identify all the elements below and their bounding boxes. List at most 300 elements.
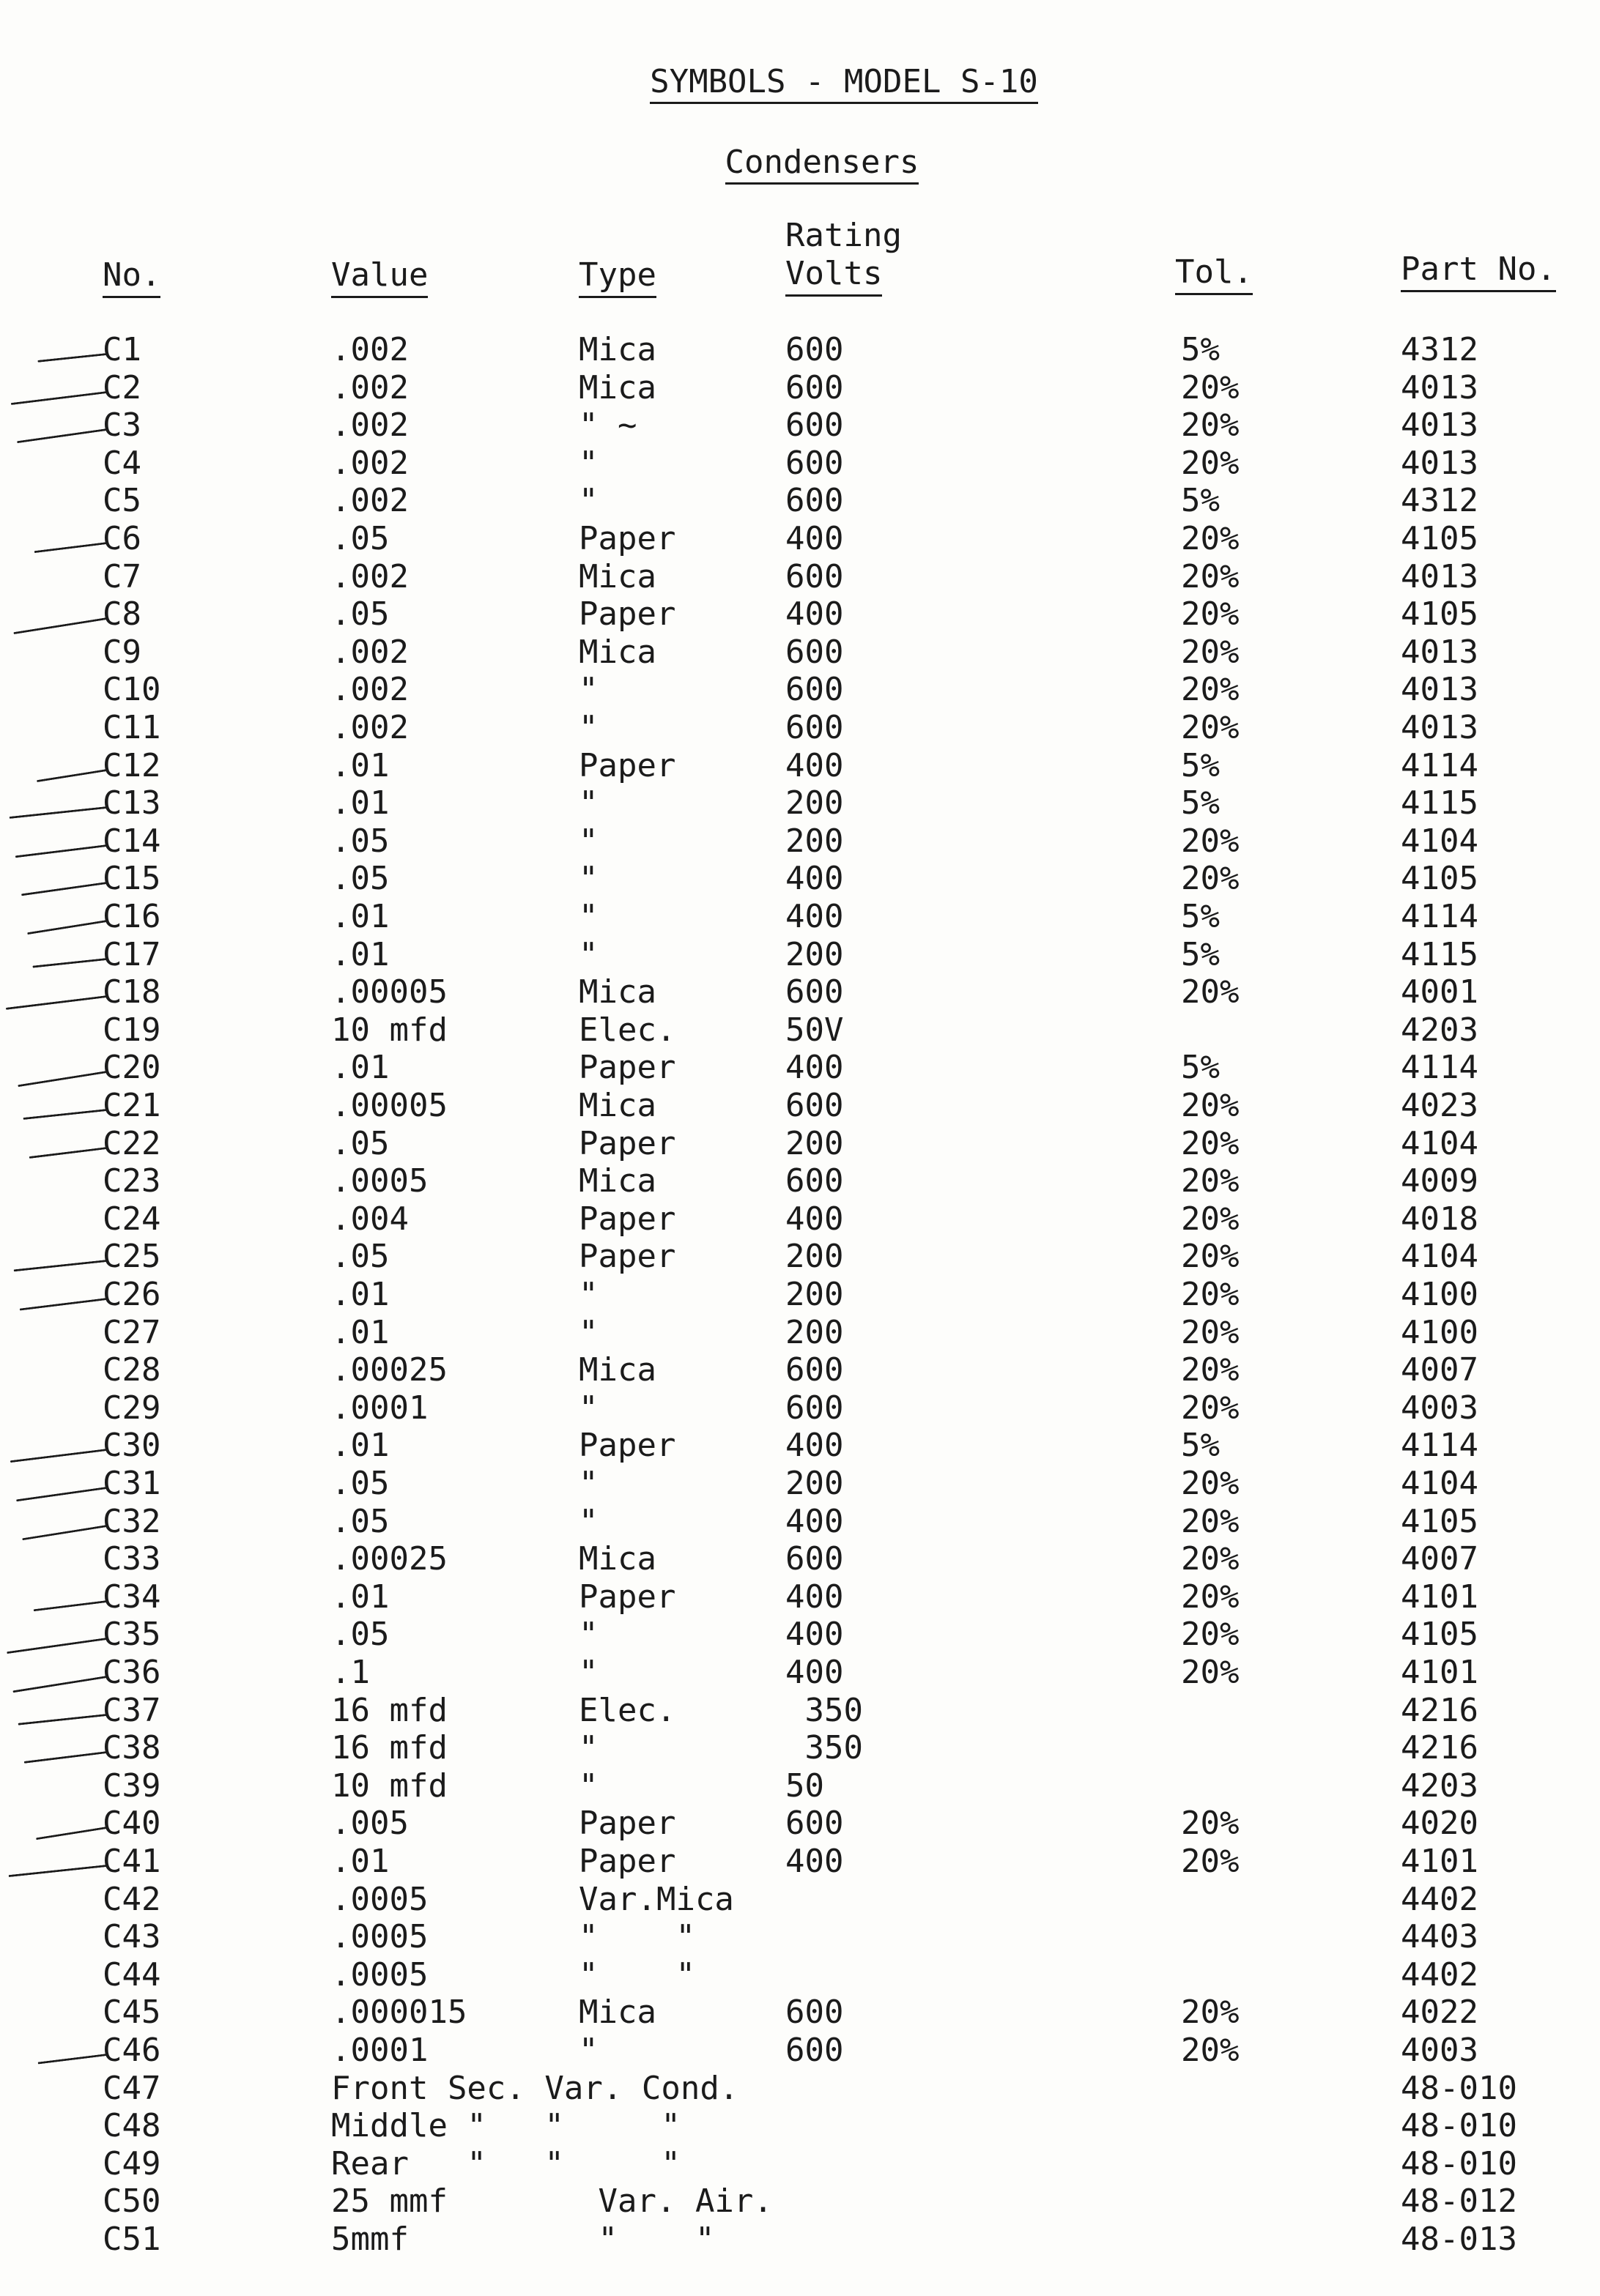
- condenser-type: Paper: [579, 746, 676, 784]
- condenser-volts: 400: [785, 1843, 844, 1880]
- handwritten-check-mark: [7, 1638, 107, 1654]
- condenser-part-number: 4013: [1401, 671, 1478, 709]
- condenser-type: ": [579, 1502, 599, 1540]
- table-row: [0, 331, 1600, 369]
- table-row: [0, 1843, 1600, 1881]
- condenser-part-number: 4013: [1401, 406, 1478, 445]
- condenser-number: C51: [103, 2221, 161, 2258]
- condenser-type: ": [579, 860, 599, 898]
- table-row: [0, 1540, 1600, 1578]
- table-row: [0, 973, 1600, 1011]
- table-row: [0, 822, 1600, 861]
- condenser-part-number: 4114: [1401, 898, 1478, 935]
- condenser-number: C26: [103, 1276, 161, 1313]
- condenser-volts: 600: [785, 1805, 844, 1843]
- handwritten-check-mark: [11, 391, 107, 405]
- condenser-number: C15: [103, 860, 161, 898]
- condenser-value: .01: [331, 1049, 390, 1087]
- condenser-value: .01: [331, 1276, 390, 1313]
- condenser-volts: 600: [785, 482, 844, 520]
- condenser-type: Paper: [579, 1427, 676, 1465]
- condenser-volts: 400: [785, 1427, 844, 1465]
- condenser-volts: 400: [785, 746, 844, 784]
- condenser-tolerance: 20%: [1181, 1162, 1240, 1200]
- condenser-value: .002: [331, 444, 409, 482]
- condenser-tolerance: 20%: [1181, 1276, 1240, 1313]
- condenser-volts: 600: [785, 1162, 844, 1200]
- handwritten-check-mark: [10, 1449, 107, 1463]
- condenser-type: ": [579, 1465, 599, 1502]
- condenser-value: .0005: [331, 1918, 429, 1956]
- condenser-number: C5: [103, 482, 141, 520]
- table-row: [0, 1389, 1600, 1427]
- condenser-type: Elec.: [579, 1011, 676, 1049]
- condenser-value: .05: [331, 1616, 390, 1654]
- condenser-value: .00025: [331, 1540, 448, 1578]
- header-rating-bottom: Volts: [785, 255, 902, 293]
- condenser-value: .01: [331, 898, 390, 935]
- table-row: [0, 1729, 1600, 1767]
- condenser-type: " ": [579, 2221, 715, 2258]
- condenser-number: C36: [103, 1654, 161, 1691]
- condenser-tolerance: 20%: [1181, 633, 1240, 671]
- condenser-type: " ": [579, 1955, 695, 1994]
- condenser-value: .002: [331, 671, 409, 709]
- condenser-number: C1: [103, 331, 141, 368]
- handwritten-check-mark: [29, 1147, 108, 1159]
- condenser-part-number: 4114: [1401, 1049, 1478, 1087]
- condenser-value: .005: [331, 1805, 409, 1843]
- handwritten-check-mark: [14, 1260, 108, 1271]
- condenser-type: Paper: [579, 1049, 676, 1087]
- table-row: [0, 1049, 1600, 1087]
- condenser-number: C47: [103, 2069, 161, 2107]
- condenser-value: .002: [331, 406, 409, 445]
- condenser-type: Paper: [579, 1124, 676, 1162]
- condenser-number: C13: [103, 784, 161, 822]
- condenser-number: C44: [103, 1955, 161, 1994]
- table-row: [0, 1503, 1600, 1541]
- condenser-value: .01: [331, 1843, 390, 1880]
- condenser-tolerance: 20%: [1181, 1616, 1240, 1654]
- condenser-tolerance: 20%: [1181, 2032, 1240, 2069]
- condenser-volts: 600: [785, 2032, 844, 2069]
- header-tol: Tol.: [1175, 253, 1253, 291]
- handwritten-check-mark: [20, 1298, 107, 1311]
- condenser-number: C32: [103, 1502, 161, 1540]
- condenser-type: ": [579, 1313, 599, 1351]
- condenser-number: C4: [103, 444, 141, 482]
- condenser-number: C16: [103, 898, 161, 935]
- condenser-part-number: 4104: [1401, 1238, 1478, 1276]
- condenser-volts: 200: [785, 1276, 844, 1313]
- condenser-value: .01: [331, 784, 390, 822]
- condenser-part-number: 4203: [1401, 1766, 1478, 1805]
- table-row: [0, 1692, 1600, 1730]
- condenser-volts: 600: [785, 973, 844, 1011]
- condenser-number: C9: [103, 633, 141, 671]
- condenser-number: C28: [103, 1351, 161, 1389]
- condenser-value: .05: [331, 595, 390, 634]
- condenser-volts: 600: [785, 1994, 844, 2032]
- condenser-part-number: 4007: [1401, 1351, 1478, 1389]
- condenser-volts: 600: [785, 1389, 844, 1427]
- condenser-tolerance: 20%: [1181, 1351, 1240, 1389]
- table-row: [0, 2107, 1600, 2145]
- condenser-volts: 350: [785, 1691, 863, 1729]
- condenser-part-number: 4104: [1401, 1465, 1478, 1502]
- page-title-text: SYMBOLS - MODEL S-10: [650, 63, 1038, 104]
- condenser-tolerance: 5%: [1181, 935, 1220, 973]
- condenser-type: Paper: [579, 595, 676, 634]
- condenser-part-number: 4023: [1401, 1087, 1478, 1124]
- condenser-part-number: 48-010: [1401, 2069, 1517, 2107]
- condenser-number: C35: [103, 1616, 161, 1654]
- condenser-part-number: 4312: [1401, 331, 1478, 368]
- handwritten-check-mark: [27, 920, 107, 935]
- condenser-part-number: 4115: [1401, 935, 1478, 973]
- condenser-part-number: 4001: [1401, 973, 1478, 1011]
- condenser-tolerance: 20%: [1181, 520, 1240, 557]
- condenser-number: C37: [103, 1691, 161, 1729]
- condenser-value: .002: [331, 709, 409, 746]
- condenser-tolerance: 20%: [1181, 368, 1240, 406]
- condenser-type: Paper: [579, 1200, 676, 1238]
- handwritten-check-mark: [34, 1600, 108, 1611]
- condenser-type: Var. Air.: [579, 2182, 773, 2221]
- condenser-volts: 400: [785, 1502, 844, 1540]
- condenser-value: .01: [331, 1313, 390, 1351]
- table-row: [0, 2145, 1600, 2183]
- condenser-number: C38: [103, 1729, 161, 1767]
- condenser-value: 10 mfd: [331, 1766, 448, 1805]
- condenser-value: 16 mfd: [331, 1729, 448, 1767]
- header-no: No.: [103, 256, 160, 294]
- condenser-type: ": [579, 1276, 599, 1313]
- table-row: [0, 1351, 1600, 1389]
- condenser-tolerance: 5%: [1181, 898, 1220, 935]
- condenser-value: 10 mfd: [331, 1011, 448, 1049]
- condenser-number: C19: [103, 1011, 161, 1049]
- table-row: [0, 860, 1600, 898]
- condenser-volts: 400: [785, 860, 844, 898]
- condenser-part-number: 4216: [1401, 1691, 1478, 1729]
- handwritten-check-mark: [38, 2054, 108, 2065]
- handwritten-check-mark: [21, 882, 107, 896]
- condenser-part-number: 4013: [1401, 368, 1478, 406]
- condenser-tolerance: 5%: [1181, 1427, 1220, 1465]
- condenser-number: C23: [103, 1162, 161, 1200]
- condenser-tolerance: 20%: [1181, 1578, 1240, 1616]
- table-row: [0, 1956, 1600, 1994]
- condenser-tolerance: 5%: [1181, 1049, 1220, 1087]
- condenser-number: C22: [103, 1124, 161, 1162]
- condenser-value: .0005: [331, 1162, 429, 1200]
- condenser-tolerance: 20%: [1181, 595, 1240, 634]
- condenser-volts: 400: [785, 898, 844, 935]
- condenser-number: C34: [103, 1578, 161, 1616]
- condenser-value: .002: [331, 368, 409, 406]
- handwritten-check-mark: [13, 617, 107, 634]
- condenser-volts: 200: [785, 784, 844, 822]
- condenser-type: Mica: [579, 973, 656, 1011]
- table-row: [0, 1767, 1600, 1805]
- condenser-volts: 50: [785, 1766, 824, 1805]
- condenser-tolerance: 20%: [1181, 1805, 1240, 1843]
- condenser-type: ": [579, 822, 599, 860]
- condenser-number: C40: [103, 1805, 161, 1843]
- condenser-tolerance: 20%: [1181, 1540, 1240, 1578]
- condenser-tolerance: 20%: [1181, 860, 1240, 898]
- condenser-volts: 200: [785, 1238, 844, 1276]
- table-row: [0, 1011, 1600, 1049]
- condenser-value: .05: [331, 1238, 390, 1276]
- condenser-part-number: 4003: [1401, 1389, 1478, 1427]
- condenser-part-number: 4105: [1401, 860, 1478, 898]
- table-row: [0, 634, 1600, 672]
- table-row: [0, 1654, 1600, 1692]
- table-row: [0, 2221, 1600, 2259]
- condenser-volts: 400: [785, 1654, 844, 1691]
- table-row: [0, 406, 1600, 445]
- condenser-part-number: 48-013: [1401, 2221, 1517, 2258]
- condenser-value: .0005: [331, 1880, 429, 1918]
- condenser-tolerance: 20%: [1181, 1654, 1240, 1691]
- condenser-part-number: 4013: [1401, 709, 1478, 746]
- condenser-volts: 200: [785, 1124, 844, 1162]
- condenser-number: C39: [103, 1766, 161, 1805]
- handwritten-check-mark: [22, 1525, 107, 1540]
- condenser-tolerance: 20%: [1181, 1087, 1240, 1124]
- condenser-number: C31: [103, 1465, 161, 1502]
- condenser-number: C18: [103, 973, 161, 1011]
- table-row: [0, 2032, 1600, 2070]
- condenser-volts: 600: [785, 1087, 844, 1124]
- condenser-part-number: 4203: [1401, 1011, 1478, 1049]
- condenser-part-number: 4020: [1401, 1805, 1478, 1843]
- condenser-part-number: 4105: [1401, 595, 1478, 634]
- condenser-number: C12: [103, 746, 161, 784]
- condenser-part-number: 4104: [1401, 822, 1478, 860]
- condenser-type: ": [579, 1729, 599, 1767]
- handwritten-check-mark: [18, 1071, 107, 1087]
- condenser-type: Paper: [579, 520, 676, 557]
- condenser-tolerance: 5%: [1181, 746, 1220, 784]
- condenser-value: .05: [331, 1502, 390, 1540]
- condenser-volts: 600: [785, 368, 844, 406]
- condenser-part-number: 48-010: [1401, 2144, 1517, 2182]
- condenser-volts: 50V: [785, 1011, 844, 1049]
- table-row: [0, 1238, 1600, 1276]
- condenser-tolerance: 5%: [1181, 482, 1220, 520]
- table-row: [0, 784, 1600, 822]
- condenser-number: C46: [103, 2032, 161, 2069]
- condenser-part-number: 4013: [1401, 633, 1478, 671]
- table-row: [0, 595, 1600, 634]
- condenser-tolerance: 5%: [1181, 784, 1220, 822]
- condenser-part-number: 4022: [1401, 1994, 1478, 2032]
- condenser-value: .00025: [331, 1351, 448, 1389]
- condenser-tolerance: 20%: [1181, 1389, 1240, 1427]
- condenser-part-number: 4018: [1401, 1200, 1478, 1238]
- condenser-type: ": [579, 898, 599, 935]
- table-row: [0, 2070, 1600, 2108]
- condenser-value: .01: [331, 1427, 390, 1465]
- handwritten-check-mark: [6, 995, 107, 1010]
- condenser-tolerance: 20%: [1181, 1200, 1240, 1238]
- condenser-type: ": [579, 1616, 599, 1654]
- condenser-value: 16 mfd: [331, 1691, 448, 1729]
- condenser-value: .000015: [331, 1994, 467, 2032]
- condenser-number: C43: [103, 1918, 161, 1956]
- condenser-value: .05: [331, 860, 390, 898]
- condenser-part-number: 4312: [1401, 482, 1478, 520]
- condenser-volts: 400: [785, 1616, 844, 1654]
- condenser-type: ": [579, 709, 599, 746]
- condenser-type: Mica: [579, 1162, 656, 1200]
- table-row: [0, 1314, 1600, 1352]
- condenser-value: .00005: [331, 1087, 448, 1124]
- table-row: [0, 1805, 1600, 1843]
- header-rating-top: Rating: [785, 217, 902, 254]
- condenser-part-number: 4100: [1401, 1276, 1478, 1313]
- condenser-number: C48: [103, 2107, 161, 2145]
- table-row: [0, 1881, 1600, 1919]
- condenser-type: ": [579, 1766, 599, 1805]
- condenser-volts: 600: [785, 709, 844, 746]
- handwritten-check-mark: [17, 428, 107, 443]
- condenser-part-number: 48-010: [1401, 2107, 1517, 2145]
- handwritten-check-mark: [12, 1676, 107, 1693]
- header-type: Type: [579, 256, 656, 294]
- condenser-value: .05: [331, 822, 390, 860]
- condenser-tolerance: 20%: [1181, 709, 1240, 746]
- handwritten-check-mark: [37, 769, 107, 782]
- table-row: [0, 1125, 1600, 1163]
- condenser-number: C14: [103, 822, 161, 860]
- table-row: [0, 1200, 1600, 1238]
- condenser-tolerance: 20%: [1181, 444, 1240, 482]
- condenser-type: Mica: [579, 1087, 656, 1124]
- condenser-number: C33: [103, 1540, 161, 1578]
- condenser-value: .0001: [331, 2032, 429, 2069]
- condenser-tolerance: 20%: [1181, 1843, 1240, 1880]
- condenser-type: Mica: [579, 1351, 656, 1389]
- page-title: [44, 63, 1600, 100]
- condenser-type: " ": [579, 1918, 695, 1956]
- condenser-number: C6: [103, 520, 141, 557]
- condenser-type: Paper: [579, 1238, 676, 1276]
- condenser-type: Elec.: [579, 1691, 676, 1729]
- condenser-number: C2: [103, 368, 141, 406]
- condenser-value: .002: [331, 331, 409, 368]
- condenser-type: Paper: [579, 1578, 676, 1616]
- condenser-type: ": [579, 784, 599, 822]
- condenser-number: C7: [103, 557, 141, 595]
- condenser-part-number: 4100: [1401, 1313, 1478, 1351]
- condenser-part-number: 4216: [1401, 1729, 1478, 1767]
- condenser-type: ": [579, 1389, 599, 1427]
- handwritten-check-mark: [18, 1714, 108, 1725]
- condenser-value: .004: [331, 1200, 409, 1238]
- handwritten-check-mark: [24, 1751, 108, 1764]
- condenser-number: C45: [103, 1994, 161, 2032]
- condenser-type: Mica: [579, 368, 656, 406]
- condenser-value: Rear " " ": [331, 2144, 681, 2182]
- condenser-type: ": [579, 1654, 599, 1691]
- condenser-part-number: 4402: [1401, 1880, 1478, 1918]
- condenser-part-number: 4104: [1401, 1124, 1478, 1162]
- condenser-number: C27: [103, 1313, 161, 1351]
- table-row: [0, 671, 1600, 709]
- condenser-number: C10: [103, 671, 161, 709]
- condenser-number: C20: [103, 1049, 161, 1087]
- condenser-volts: 200: [785, 1313, 844, 1351]
- condenser-volts: 600: [785, 1351, 844, 1389]
- handwritten-check-mark: [34, 542, 108, 553]
- condenser-tolerance: 20%: [1181, 1465, 1240, 1502]
- condenser-volts: 600: [785, 671, 844, 709]
- condenser-volts: 600: [785, 1540, 844, 1578]
- condenser-type: Mica: [579, 1540, 656, 1578]
- condenser-part-number: 4101: [1401, 1654, 1478, 1691]
- condenser-volts: 400: [785, 1200, 844, 1238]
- handwritten-check-mark: [16, 1487, 107, 1501]
- condenser-type: " ~: [579, 406, 637, 445]
- condenser-tolerance: 20%: [1181, 1994, 1240, 2032]
- condenser-volts: 600: [785, 331, 844, 368]
- condenser-part-number: 4101: [1401, 1578, 1478, 1616]
- condenser-value: .0001: [331, 1389, 429, 1427]
- condenser-value: .002: [331, 557, 409, 595]
- condenser-tolerance: 20%: [1181, 557, 1240, 595]
- condenser-type: Mica: [579, 633, 656, 671]
- table-row: [0, 747, 1600, 785]
- condenser-number: C41: [103, 1843, 161, 1880]
- table-row: [0, 520, 1600, 558]
- handwritten-check-mark: [32, 958, 107, 968]
- condenser-part-number: 4009: [1401, 1162, 1478, 1200]
- condenser-number: C49: [103, 2144, 161, 2182]
- condenser-type: Paper: [579, 1805, 676, 1843]
- condenser-value: .01: [331, 935, 390, 973]
- condenser-type: Mica: [579, 557, 656, 595]
- condenser-volts: 400: [785, 1578, 844, 1616]
- condenser-part-number: 4105: [1401, 1616, 1478, 1654]
- condenser-number: C3: [103, 406, 141, 445]
- condenser-part-number: 4114: [1401, 1427, 1478, 1465]
- condenser-type: Var.Mica: [579, 1880, 734, 1918]
- condenser-value: .01: [331, 1578, 390, 1616]
- condenser-part-number: 4007: [1401, 1540, 1478, 1578]
- table-row: [0, 1465, 1600, 1503]
- condenser-part-number: 4114: [1401, 746, 1478, 784]
- table-row: [0, 445, 1600, 483]
- condenser-part-number: 4013: [1401, 557, 1478, 595]
- condenser-value: .1: [331, 1654, 370, 1691]
- condenser-number: C8: [103, 595, 141, 634]
- condenser-number: C50: [103, 2182, 161, 2221]
- condenser-value: .01: [331, 746, 390, 784]
- table-row: [0, 558, 1600, 596]
- condenser-number: C25: [103, 1238, 161, 1276]
- condenser-part-number: 4403: [1401, 1918, 1478, 1956]
- condenser-value: .05: [331, 1465, 390, 1502]
- condenser-value: .00005: [331, 973, 448, 1011]
- handwritten-check-mark: [37, 353, 107, 363]
- condenser-volts: 200: [785, 1465, 844, 1502]
- condenser-volts: 400: [785, 595, 844, 634]
